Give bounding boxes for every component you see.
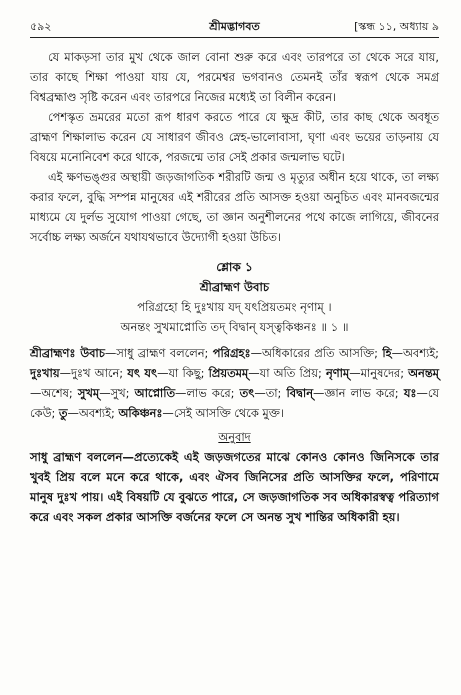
synonym-term: নৃণাম্: [325, 366, 350, 380]
page-header: [30, 18, 439, 34]
chapter-reference: [স্কন্ধ ১১, অধ্যায় ৯: [354, 20, 439, 33]
synonym-meaning: —যা কিছু;: [157, 366, 209, 380]
synonym-meaning: —দুঃখ আনে;: [59, 366, 128, 380]
synonym-term: প্রিয়তমম্: [208, 366, 249, 380]
synonym-meaning: —সেই আসক্তি থেকে মুক্ত।: [162, 406, 284, 420]
synonym-term: শ্রীব্রাহ্মণঃ উবাচ: [30, 346, 105, 360]
synonym-meaning: —অশেষ;: [30, 386, 78, 400]
paragraph: যে মাকড়সা তার মুখ থেকে জাল বোনা শুরু করে এবং তারপরে তা থেকে সরে যায়, তার কাছে শিক্ষা পাওয়া যায় যে, পরমেশ্বর ভগবানও তেমনই তাঁর স্বরূপ থেকে সমগ্র বিশ্বব্রহ্মাণ্ড সৃষ্টি করেন এবং তারপরে নিজের মধ্যেই তা বিলীন করেন।: [30, 50, 439, 104]
synonym-term: যঃ: [403, 386, 417, 400]
synonym-term: আপ্নোতি: [134, 386, 176, 400]
synonym-term: অকিঞ্চনঃ: [118, 406, 163, 420]
page-body: [30, 47, 439, 527]
verse-line-1: পরিগ্রহো হি দুঃখায় যদ্ যৎপ্রিয়তমং নৃণাম্ ।: [137, 300, 332, 314]
translation-heading: অনুবাদ: [218, 430, 251, 444]
synonym-term: বিদ্বান্: [286, 386, 314, 400]
synonym-meaning: —মানুষদের;: [349, 366, 409, 380]
synonym-meaning: —তা;: [254, 386, 287, 400]
synonym-meaning: —অবশ্যই;: [67, 406, 119, 420]
synonym-meaning: —যে কেউ;: [30, 386, 440, 420]
synonym-meaning: —সুখ;: [99, 386, 135, 400]
synonym-term: সুখম্: [77, 386, 100, 400]
verse-line-2: অনন্তং সুখমাপ্নোতি তদ্ বিদ্বান্ যস্ত্বকিঞ্চনঃ ॥ ১ ॥: [120, 320, 349, 334]
synonym-term: পরিগ্রহঃ: [212, 346, 251, 360]
synonym-meaning: —যা অতি প্রিয়;: [248, 366, 326, 380]
verse-speaker: শ্রীব্রাহ্মণ উবাচ: [199, 280, 270, 294]
synonym-term: তু: [58, 406, 68, 420]
verse-heading: শ্লোক ১: [216, 260, 253, 274]
synonym-meaning: —লাভ করে;: [175, 386, 240, 400]
synonym-term: অনন্তম্: [408, 366, 440, 380]
book-title: শ্রীমদ্ভাগবত: [209, 20, 260, 33]
synonym-meaning: —সাধু ব্রাহ্মণ বললেন;: [104, 346, 213, 360]
page-number: ৫৯২: [30, 20, 52, 33]
synonym-term: যৎ যৎ: [127, 366, 158, 380]
synonyms: [30, 343, 439, 423]
paragraph: পেশস্কৃত ভ্রমরের মতো রূপ ধারণ করতে পারে যে ক্ষুদ্র কীট, তার কাছ থেকে অবধূত ব্রাহ্মণ শিক্ষালাভ করেন যে সাধারণ জীবও স্নেহ-ভালোবাসা, ঘৃণা এবং ভয়ের তাড়নায় যে বিষয়ে মনোনিবেশ করে থাকে, পরজন্মে তার সেই প্রকার জন্মলাভ ঘটে।: [30, 110, 439, 164]
synonym-term: দুঃখায়: [30, 366, 60, 380]
synonym-term: তৎ: [239, 386, 255, 400]
header-rule: [30, 37, 439, 38]
paragraph: এই ক্ষণভঙ্গুর অস্থায়ী জড়জাগতিক শরীরটি জন্ম ও মৃত্যুর অধীন হয়ে থাকে, তা লক্ষ্য করার ফলে, বুদ্ধি সম্পন্ন মানুষের এই শরীরের প্রতি আসক্ত হওয়া অনুচিত এবং মানবজন্মের মাধ্যমে যে দুর্লভ সুযোগ পাওয়া গেছে, তা জ্ঞান অনুশীলনের পথে কাজে লাগিয়ে, জীবনের সর্বোচ্চ লক্ষ্য অর্জনে যথাযথভাবে উদ্যোগী হওয়া উচিত।: [30, 170, 439, 244]
synonym-meaning: —জ্ঞান লাভ করে;: [313, 386, 404, 400]
synonym-meaning: —অবশ্যই;: [391, 346, 440, 360]
synonym-meaning: —অধিকারের প্রতি আসক্তি;: [250, 346, 383, 360]
translation-text: সাধু ব্রাহ্মণ বললেন—প্রত্যেকেই এই জড়জগতের মাঝে কোনও কোনও জিনিসকে তার খুবই প্রিয় বলে মনে করে থাকে, এবং ঐসব জিনিসের প্রতি আসক্তির ফলে, পরিণামে মানুষ দুঃখ পায়। এই বিষয়টি যে বুঝতে পারে, সে জড়জাগতিক সব অধিকারস্বত্ব পরিত্যাগ করে এবং সকল প্রকার আসক্তি বর্জনের ফলে সে অনন্ত সুখ শান্তির অধিকারী হয়।: [30, 450, 439, 524]
synonym-term: হি: [382, 346, 392, 360]
